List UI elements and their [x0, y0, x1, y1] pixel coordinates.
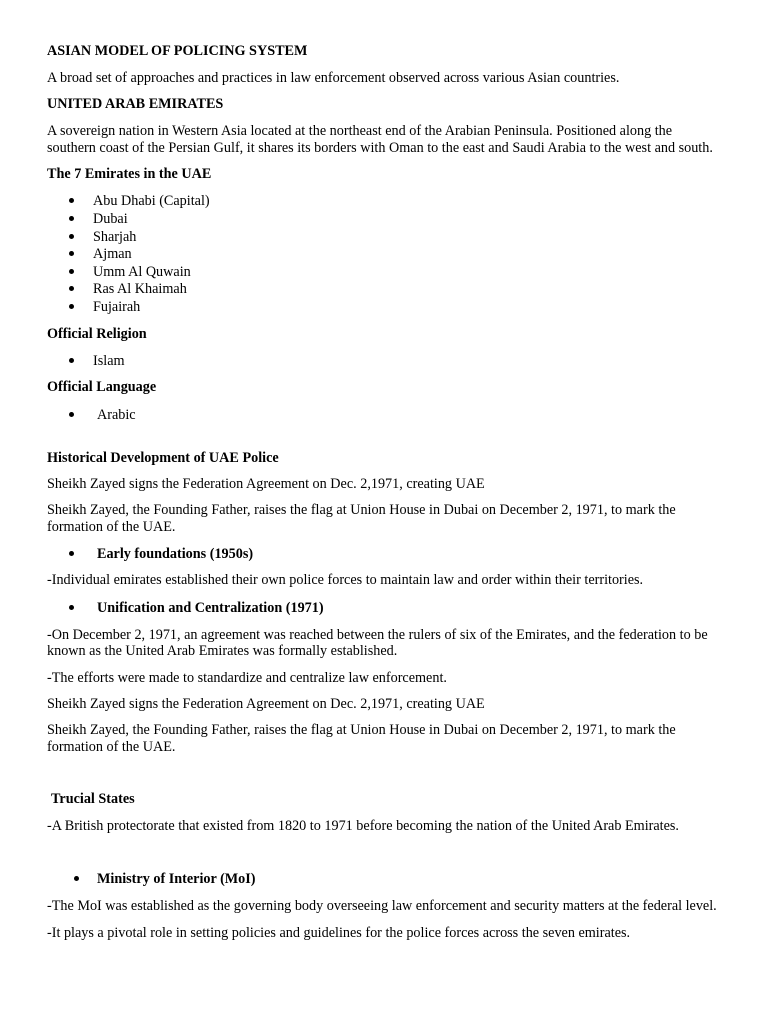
bullet-icon [69, 264, 77, 272]
history-paragraph-1: Sheikh Zayed signs the Federation Agreement on Dec. 2,1971, creating UAE [47, 476, 485, 492]
history-paragraph-2-line-2: formation of the UAE. [47, 519, 176, 535]
moi-text-1: -The MoI was established as the governing body overseeing law enforcement and security matters at the federal level. [47, 898, 717, 914]
early-foundations-heading: Early foundations (1950s) [97, 546, 254, 562]
bullet-icon [69, 193, 77, 201]
unification-text-2: -The efforts were made to standardize and centralize law enforcement. [47, 670, 447, 686]
bullet-icon [69, 353, 77, 361]
uae-description-line-1: A sovereign nation in Western Asia located at the northeast end of the Arabian Peninsula. Positioned along the [47, 123, 673, 139]
trucial-states-heading: Trucial States [51, 791, 135, 807]
early-foundations-text: -Individual emirates established their own police forces to maintain law and order within their territories. [47, 572, 644, 588]
uae-heading: UNITED ARAB EMIRATES [47, 96, 224, 112]
bullet-icon [69, 600, 77, 608]
bullet-icon [69, 281, 77, 289]
intro-paragraph: A broad set of approaches and practices in law enforcement observed across various Asian countries. [47, 70, 620, 86]
history-paragraph-4-line-1: Sheikh Zayed, the Founding Father, raises the flag at Union House in Dubai on December 2, 1971, to mark the [47, 722, 676, 738]
history-paragraph-3: Sheikh Zayed signs the Federation Agreement on Dec. 2,1971, creating UAE [47, 696, 485, 712]
list-item: Islam [93, 353, 125, 369]
unification-text-line-2: known as the United Arab Emirates was formally established. [47, 643, 398, 659]
bullet-icon [69, 299, 77, 307]
bullet-icon [69, 546, 77, 554]
history-paragraph-2-line-1: Sheikh Zayed, the Founding Father, raises the flag at Union House in Dubai on December 2, 1971, to mark the [47, 502, 676, 518]
history-heading: Historical Development of UAE Police [47, 450, 279, 466]
bullet-icon [69, 407, 77, 415]
moi-text-2: -It plays a pivotal role in setting policies and guidelines for the police forces across the seven emirates. [47, 925, 631, 941]
document-title: ASIAN MODEL OF POLICING SYSTEM [47, 43, 308, 59]
history-paragraph-4-line-2: formation of the UAE. [47, 739, 176, 755]
moi-heading: Ministry of Interior (MoI) [97, 871, 256, 887]
list-item: Dubai [93, 211, 128, 227]
emirates-heading: The 7 Emirates in the UAE [47, 166, 212, 182]
language-heading: Official Language [47, 379, 157, 395]
list-item: Ajman [93, 246, 132, 262]
unification-text-line-1: -On December 2, 1971, an agreement was reached between the rulers of six of the Emirates, and the federation to be [47, 627, 708, 643]
bullet-icon [69, 246, 77, 254]
list-item: Arabic [97, 407, 136, 423]
trucial-states-text: -A British protectorate that existed from 1820 to 1971 before becoming the nation of the United Arab Emirates. [47, 818, 679, 834]
list-item: Fujairah [93, 299, 141, 315]
list-item: Abu Dhabi (Capital) [93, 193, 210, 209]
bullet-icon [69, 211, 77, 219]
unification-heading: Unification and Centralization (1971) [97, 600, 324, 616]
religion-heading: Official Religion [47, 326, 147, 342]
bullet-icon [74, 871, 82, 879]
list-item: Umm Al Quwain [93, 264, 191, 280]
list-item: Ras Al Khaimah [93, 281, 187, 297]
bullet-icon [69, 229, 77, 237]
list-item: Sharjah [93, 229, 137, 245]
uae-description-line-2: southern coast of the Persian Gulf, it shares its borders with Oman to the east and Saudi Arabia to the west and south. [47, 140, 713, 156]
